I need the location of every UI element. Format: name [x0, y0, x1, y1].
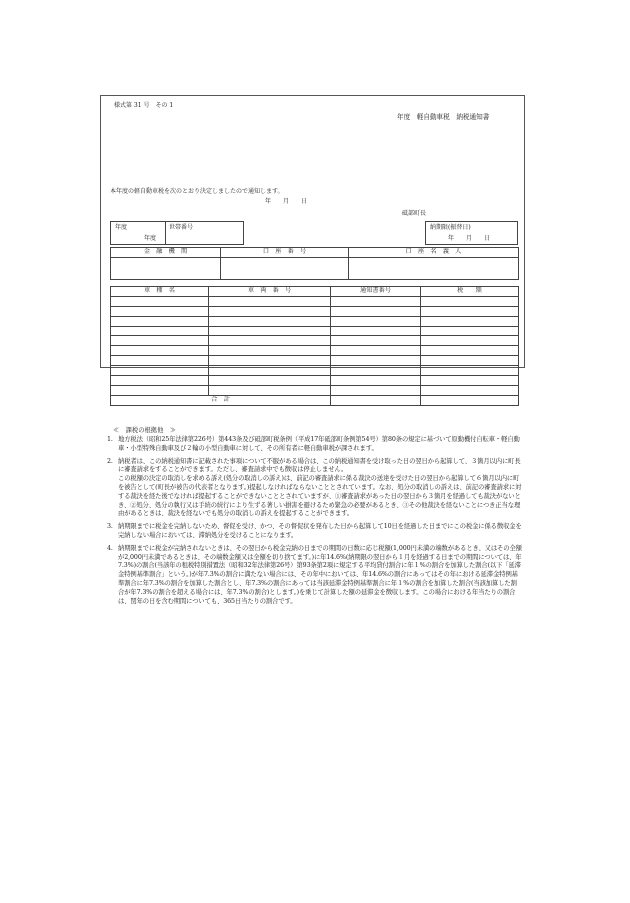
vehicle-cell — [421, 346, 519, 356]
issue-date: 年 月 日 — [265, 198, 308, 205]
vehicle-cell — [111, 385, 209, 395]
bank-header-cell: 金 融 機 関 — [111, 248, 221, 258]
vehicle-row — [111, 376, 519, 386]
bank-value-cell — [221, 257, 349, 279]
vehicle-cell — [331, 376, 421, 386]
basis-note-text: 地方税法（昭和25年法律第226号）第443条及び砥部町税条例（平成17年砥部町条例第54号）第80条の規定に基づいて原動機付自転車・軽自動車・小型特殊自動車及び２輪の小型自動車に対して、その所有者に軽自動車税が課されます。 — [118, 436, 520, 452]
vehicle-cell — [111, 306, 209, 316]
fiscal-year-sub-label: 年度 — [144, 235, 157, 242]
vehicle-header-cell: 車 両 番 号 — [209, 287, 331, 297]
total-cell — [331, 395, 421, 405]
basis-note-number: 1. — [107, 436, 113, 443]
bank-value-row — [111, 257, 519, 279]
vehicle-total-row — [111, 395, 519, 405]
vehicle-row — [111, 336, 519, 346]
form-number: 様式第 31 号 その 1 — [114, 102, 174, 109]
vehicle-cell — [209, 346, 331, 356]
basis-note-number: 2. — [107, 457, 113, 465]
vehicle-row — [111, 356, 519, 366]
issuer-name: 砥部町長 — [402, 210, 427, 217]
vehicle-table — [110, 286, 519, 406]
vehicle-cell — [421, 366, 519, 376]
basis-note — [104, 545, 522, 607]
vehicle-cell — [209, 306, 331, 316]
vehicle-header-cell: 車 種 名 — [111, 287, 209, 297]
vehicle-cell — [331, 346, 421, 356]
basis-note — [104, 458, 522, 520]
vehicle-cell — [331, 366, 421, 376]
fiscal-year-divider — [165, 222, 166, 244]
vehicle-cell — [111, 356, 209, 366]
vehicle-cell — [209, 336, 331, 346]
vehicle-cell — [209, 356, 331, 366]
basis-note-text: 納期限までに税金が完納されないときは、その翌日から税金完納の日までの期間の日数に応じ税額(1,000円未満の端数があるとき、又はその全額が2,000円未満であるときは、その端数金額又は全額を切り捨てます。)に年14.6%(納期限の翌日から１月を経過する日までの期間については、年7.3%)の割合(当該年の租税特別措置法（昭和32年法律第26号）第93条第2項に規定する平均貸付割合に年１%の割合を加算した割合(以下「延滞金特例基準割合」という。)が年7.3%の割合に満たない場合には、その年中においては、年14.6%の割合にあってはその年における延滞金特例基準割合に年7.3%の割合を加算した割合とし、年7.3%の割合にあっては当該延滞金特例基準割合に年１%の割合を加算した割合(当該加算した割合が年7.3%の割合を超える場合には、年7.3%の割合)とします。)を乗じて計算した額の延滞金を徴収します。この場合における年当たりの割合は、閏年の日を含む期間についても、365日当たりの割合です。 — [118, 544, 522, 605]
vehicle-cell — [111, 376, 209, 386]
vehicle-cell — [209, 296, 331, 306]
vehicle-cell — [421, 336, 519, 346]
notice-title: 年度 軽自動車税 納税通知書 — [397, 113, 490, 121]
bank-header-row — [111, 248, 519, 258]
vehicle-cell — [111, 366, 209, 376]
basis-note-text: この税額の決定の取消しを求める訴え(処分の取消しの訴え)は、前記の審査請求に係る裁決の送達を受けた日の翌日から起算して６箇月以内に町を被告として(町長が被告の代表者となります。)提起しなければならないこととされています。なお、処分の取消しの訴えは、前記の審査請求に対する裁決を経た後でなければ提起することができないこととされていますが、①審査請求があった日の翌日から３箇月を経過しても裁決がないとき、②処分、処分の執行又は手続の続行により生ずる著しい損害を避けるため緊急の必要があるとき、③その他裁決を経ないことにつき正当な理由があるときは、裁決を経ないでも処分の取消しの訴えを提起することができます。 — [118, 475, 522, 518]
vehicle-header-row — [111, 287, 519, 297]
vehicle-cell — [331, 356, 421, 366]
vehicle-cell — [111, 316, 209, 326]
basis-notes — [104, 436, 522, 610]
vehicle-cell — [111, 326, 209, 336]
vehicle-row — [111, 306, 519, 316]
vehicle-cell — [421, 376, 519, 386]
vehicle-row — [111, 346, 519, 356]
vehicle-cell — [209, 326, 331, 336]
bank-account-table — [110, 247, 519, 280]
bank-value-cell — [111, 257, 221, 279]
due-date-value: 年 月 日 — [448, 235, 491, 242]
vehicle-cell — [421, 356, 519, 366]
vehicle-row — [111, 385, 519, 395]
basis-note-number: 4. — [107, 544, 113, 552]
basis-note-text: 納税者は、この納税通知書に記載された事項について不服がある場合は、この納税通知書を受け取った日の翌日から起算して、３箇月以内に町長に審査請求をすることができます。ただし、審査請求中でも徴収は停止しません。 — [118, 457, 521, 474]
vehicle-cell — [209, 366, 331, 376]
vehicle-row — [111, 326, 519, 336]
total-cell — [421, 395, 519, 405]
vehicle-cell — [421, 306, 519, 316]
basis-note-text: 納期限までに税金を完納しないため、督促を受け、かつ、その督促状を発布した日から起算して10日を経過した日までにこの税金に係る徴収金を完納しない場合においては、滞納処分を受けることになります。 — [118, 523, 522, 539]
vehicle-row — [111, 296, 519, 306]
vehicle-cell — [209, 376, 331, 386]
vehicle-cell — [209, 316, 331, 326]
vehicle-cell — [421, 385, 519, 395]
fiscal-year-label: 年度 — [115, 224, 128, 231]
vehicle-header-cell: 通知書番号 — [331, 287, 421, 297]
vehicle-row — [111, 366, 519, 376]
vehicle-header-cell: 税 額 — [421, 287, 519, 297]
vehicle-cell — [331, 296, 421, 306]
vehicle-cell — [209, 385, 331, 395]
total-label: 合 計 — [111, 395, 331, 405]
basis-note-number: 3. — [107, 523, 113, 531]
bank-header-cell: 口 座 名 義 人 — [349, 248, 519, 258]
basis-note — [104, 436, 522, 454]
due-date-label: 納期限(振替日) — [430, 224, 471, 231]
bank-value-cell — [349, 257, 519, 279]
vehicle-row — [111, 316, 519, 326]
vehicle-cell — [421, 296, 519, 306]
due-date-box — [425, 221, 518, 245]
basis-heading: ≪ 課税の根拠他 ≫ — [113, 427, 176, 434]
basis-note — [104, 523, 522, 541]
vehicle-cell — [111, 296, 209, 306]
household-number-label: 世帯番号 — [169, 224, 194, 231]
vehicle-cell — [331, 326, 421, 336]
bank-header-cell: 口 座 番 号 — [221, 248, 349, 258]
vehicle-cell — [111, 346, 209, 356]
vehicle-cell — [331, 306, 421, 316]
fiscal-year-box — [110, 221, 244, 245]
vehicle-cell — [421, 326, 519, 336]
vehicle-cell — [421, 316, 519, 326]
vehicle-cell — [111, 336, 209, 346]
vehicle-cell — [331, 316, 421, 326]
notice-text: 本年度の軽自動車税を次のとおり決定しましたので通知します。 — [110, 188, 284, 195]
vehicle-cell — [331, 336, 421, 346]
vehicle-cell — [331, 385, 421, 395]
